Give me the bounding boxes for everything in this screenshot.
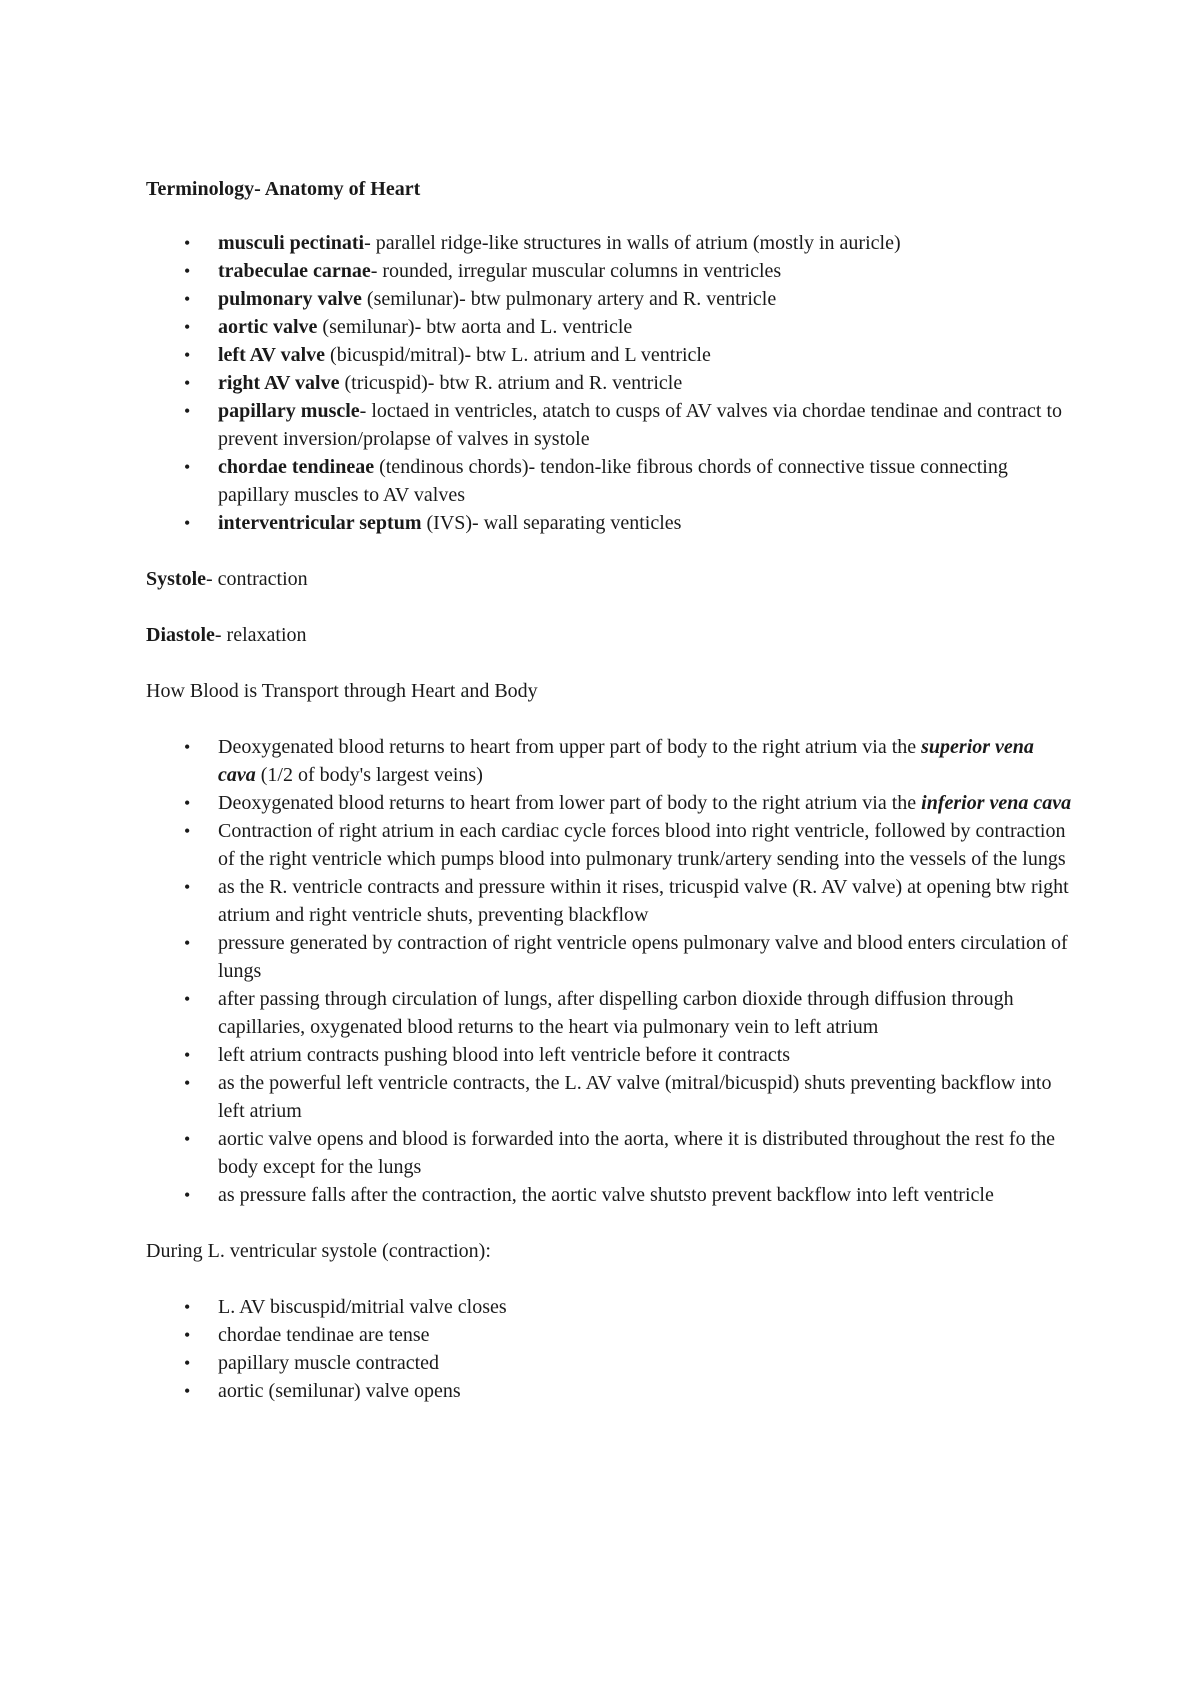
- bullet-icon: •: [184, 933, 191, 953]
- bullet-icon: •: [184, 1129, 191, 1149]
- bullet-icon: •: [184, 1297, 191, 1317]
- term: aortic valve: [218, 316, 318, 338]
- bullet-icon: •: [184, 1073, 191, 1093]
- bullet-icon: •: [184, 373, 191, 393]
- bullet-icon: •: [184, 289, 191, 309]
- list-item: • Contraction of right atrium in each cardiac cycle forces blood into right ventricle, followed by contraction of the right ventricle which pumps blood into pulmonary trunk/artery sending into the vessels of the lungs: [146, 817, 1076, 873]
- list-item: [146, 229, 1076, 257]
- term: chordae tendineae: [218, 456, 375, 478]
- bullet-icon: •: [184, 317, 191, 337]
- list-item: • as the R. ventricle contracts and pressure within it rises, tricuspid valve (R. AV valve) at opening btw right atrium and right ventricle shuts, preventing blackflow: [146, 873, 1076, 929]
- list-item: [146, 285, 1076, 313]
- terminology-heading: Terminology- Anatomy of Heart: [146, 178, 421, 200]
- definition: (IVS)- wall separating venticles: [421, 512, 682, 534]
- bullet-icon: •: [184, 1185, 191, 1205]
- term: pulmonary valve: [218, 288, 362, 310]
- bullet-icon: •: [184, 821, 191, 841]
- bullet-icon: •: [184, 345, 191, 365]
- diastole-line: Diastole- relaxation: [146, 624, 307, 646]
- bullet-icon: •: [184, 793, 191, 813]
- list-item: • Deoxygenated blood returns to heart from upper part of body to the right atrium via the superior vena cava (1/2 of body's largest veins): [146, 733, 1076, 789]
- term: left AV valve: [218, 344, 326, 366]
- bullet-icon: •: [184, 1353, 191, 1373]
- list-item: [146, 369, 1076, 397]
- emphasis: inferior vena cava: [921, 792, 1072, 814]
- bullet-icon: •: [184, 989, 191, 1009]
- definition: - rounded, irregular muscular columns in ventricles: [370, 260, 782, 282]
- list-item: [146, 313, 1076, 341]
- list-item: • L. AV biscuspid/mitrial valve closes: [146, 1293, 1076, 1321]
- bullet-icon: •: [184, 1381, 191, 1401]
- transport-heading: How Blood is Transport through Heart and Body: [146, 680, 538, 702]
- bullet-icon: •: [184, 457, 191, 477]
- list-item: • after passing through circulation of lungs, after dispelling carbon dioxide through diffusion through capillaries, oxygenated blood returns to the heart via pulmonary vein to left atrium: [146, 985, 1076, 1041]
- systole-line: Systole- contraction: [146, 568, 308, 590]
- list-item: • Deoxygenated blood returns to heart from lower part of body to the right atrium via the inferior vena cava: [146, 789, 1076, 817]
- definition: (tendinous chords)- tendon-like fibrous chords of connective tissue connecting papillary muscles to AV valves: [218, 456, 1008, 506]
- list-item: [146, 453, 1076, 509]
- definition: - parallel ridge-like structures in walls of atrium (mostly in auricle): [364, 232, 901, 254]
- definition: (bicuspid/mitral)- btw L. atrium and L ventricle: [325, 344, 711, 366]
- list-item: [146, 509, 1076, 537]
- list-item: • aortic valve opens and blood is forwarded into the aorta, where it is distributed throughout the rest fo the body except for the lungs: [146, 1125, 1076, 1181]
- bullet-icon: •: [184, 877, 191, 897]
- definition: (semilunar)- btw pulmonary artery and R. ventricle: [361, 288, 777, 310]
- definition: (semilunar)- btw aorta and L. ventricle: [317, 316, 633, 338]
- ventricular-systole-list: [146, 1293, 1076, 1405]
- term: interventricular septum: [218, 512, 422, 534]
- list-item: [146, 341, 1076, 369]
- list-item: • aortic (semilunar) valve opens: [146, 1377, 1076, 1405]
- bullet-icon: •: [184, 261, 191, 281]
- emphasis: superior vena cava: [218, 736, 1034, 786]
- bullet-icon: •: [184, 513, 191, 533]
- list-item: • chordae tendinae are tense: [146, 1321, 1076, 1349]
- list-item: [146, 257, 1076, 285]
- bullet-icon: •: [184, 401, 191, 421]
- list-item: • as the powerful left ventricle contracts, the L. AV valve (mitral/bicuspid) shuts preventing backflow into left atrium: [146, 1069, 1076, 1125]
- term: papillary muscle: [218, 400, 360, 422]
- list-item: • as pressure falls after the contraction, the aortic valve shutsto prevent backflow into left ventricle: [146, 1181, 1076, 1209]
- term: trabeculae carnae: [218, 260, 371, 282]
- transport-list: [146, 733, 1076, 1209]
- definition: (tricuspid)- btw R. atrium and R. ventricle: [339, 372, 683, 394]
- bullet-icon: •: [184, 737, 191, 757]
- document-page: [146, 175, 1076, 1405]
- definition: - loctaed in ventricles, atatch to cusps of AV valves via chordae tendinae and contract to prevent inversion/prolapse of valves in systole: [218, 400, 1063, 450]
- bullet-icon: •: [184, 233, 191, 253]
- term: musculi pectinati: [218, 232, 365, 254]
- list-item: • pressure generated by contraction of right ventricle opens pulmonary valve and blood enters circulation of lungs: [146, 929, 1076, 985]
- bullet-icon: •: [184, 1045, 191, 1065]
- list-item: • papillary muscle contracted: [146, 1349, 1076, 1377]
- bullet-icon: •: [184, 1325, 191, 1345]
- list-item: [146, 397, 1076, 453]
- term: right AV valve: [218, 372, 340, 394]
- ventricular-systole-heading: During L. ventricular systole (contraction):: [146, 1240, 491, 1262]
- list-item: • left atrium contracts pushing blood into left ventricle before it contracts: [146, 1041, 1076, 1069]
- terminology-list: [146, 229, 1076, 537]
